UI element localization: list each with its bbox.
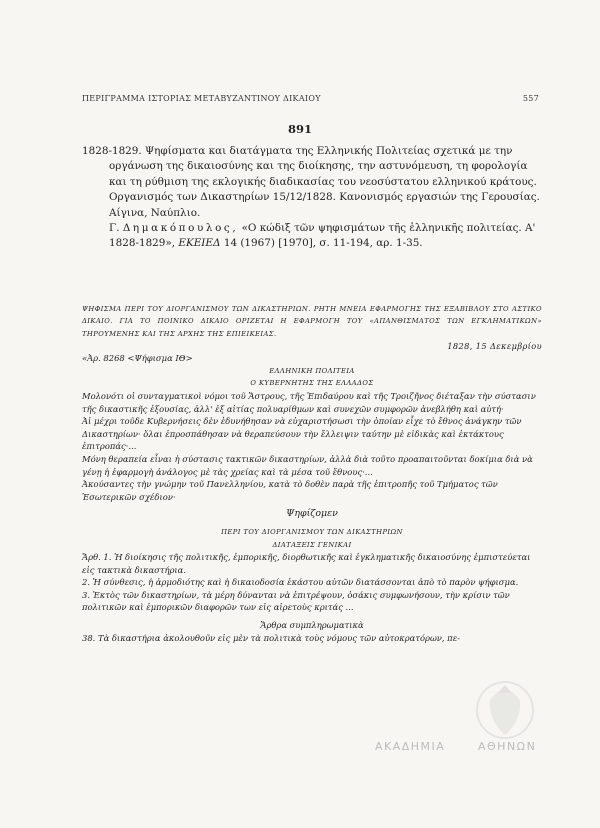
citation-author-initial: Γ. xyxy=(109,222,120,235)
section-subtitle: ΔΙΑΤΑΞΕΙΣ ΓΕΝΙΚΑΙ xyxy=(272,540,352,549)
document-reference: «Ἀρ. 8268 <Ψήφισμα ΙΘ> xyxy=(82,353,193,364)
entry-number: 891 xyxy=(287,122,312,136)
running-header-title: ΠΕΡΙΓΡΑΜΜΑ ΙΣΤΟΡΙΑΣ ΜΕΤΑΒΥΖΑΝΤΙΝΟΥ ΔΙΚΑΙΟΥ xyxy=(82,94,321,103)
watermark-left-text: ΑΚΑΔΗΜΙΑ xyxy=(375,740,446,753)
entry-description: 1828-1829. Ψηφίσματα και διατάγματα της Ελληνικής Πολιτείας σχετικά με την οργάνωση της δικαιοσύνης και της διοίκησης, την αστυνόμευση, τη φορολογία και τη ρύθμιση της εκλογικής διαδικασίας του νεοσύστατου ελληνικού κράτους. Οργανισμός των Δικαστηρίων 15/12/1828. Κανονισμός εργασιών της Γερουσίας. Αίγινα, Ναύπλιο. xyxy=(82,145,540,219)
preamble-3: Μόνη θεραπεία εἶναι ἡ σύστασις τακτικῶν δικαστηρίων, ἀλλὰ διὰ τοῦτο προαπαιτοῦνται δοκίμια διὰ νὰ γένῃ ἡ ἐφαρμογὴ ἀνάλογος μὲ τὰς χρείας καὶ τὰ μέσα τοῦ ἔθνους·... xyxy=(82,453,533,477)
article-38: 38. Τὰ δικαστήρια ἀκολουθοῦν εἰς μὲν τὰ πολιτικὰ τοὺς νόμους τῶν αὐτοκρατόρων, πε- xyxy=(82,632,461,643)
document-state: ΕΛΛΗΝΙΚΗ ΠΟΛΙΤΕΙΑ xyxy=(269,366,355,375)
article-1: Ἄρθ. 1. Ἡ διοίκησις τῆς πολιτικῆς, ἐμπορικῆς, διορθωτικῆς καὶ ἐγκληματικῆς δικαιοσύνης ἐμπιστεύεται εἰς τακτικὰ δικαστήρια. xyxy=(82,552,531,575)
document-excerpt xyxy=(82,303,542,644)
citation-journal: ΕΚΕΙΕΔ xyxy=(178,237,221,250)
citation-title: «Ο κώδιξ τῶν ψηφισμάτων τῆς ἑλληνικῆς πολιτείας. Α' 1828-1829», xyxy=(109,222,536,250)
preamble-2: Ἀἱ μέχρι τοῦδε Κυβερνήσεις δὲν ἐδυνήθησαν νὰ εὐχαριστήσωσι τὴν ὁποίαν εἶχε τὸ ἔθνος ἀνάγκην τῶν Δικαστηρίων· ὅλαι ἐπροσπάθησαν νὰ θεραπεύσουν τὴν ἔλλειψιν ταύτην μὲ εἰδικὰς καὶ ἐκτάκτους ἐπιτροπάς·... xyxy=(82,416,522,452)
document-caption-block xyxy=(82,303,542,352)
citation-author: Δημακόπουλος, xyxy=(122,222,239,235)
citation-details: 14 (1967) [1970], σ. 11-194, αρ. 1-35. xyxy=(223,237,423,250)
article-2: 2. Ἡ σύνθεσις, ἡ ἁρμοδιότης καὶ ἡ δικαιοδοσία ἑκάστου αὐτῶν διατάσσονται ἀπὸ τὸ παρὸν ψήφισμα. xyxy=(82,577,519,588)
entry-block xyxy=(82,144,542,252)
page-number: 557 xyxy=(522,94,539,103)
article-3: 3. Ἐκτὸς τῶν δικαστηρίων, τὰ μέρη δύνανται νὰ ἐπιτρέψουν, ὁσάκις συμφωνήσουν, τὴν κρίσιν τῶν πολιτικῶν καὶ ἐμπορικῶν διαφορῶν των εἰς αἱρετοὺς κριτάς ... xyxy=(82,589,510,613)
entry-citation xyxy=(82,221,542,252)
document-date: 1828, 15 Δεκεμβρίου xyxy=(447,340,542,351)
supplementary-title: Ἄρθρα συμπληρωματικὰ xyxy=(260,620,364,631)
document-governor: Ο ΚΥΒΕΡΝΗΤΗΣ ΤΗΣ ΕΛΛΑΔΟΣ xyxy=(250,379,374,388)
running-header xyxy=(82,94,539,103)
academy-seal-watermark xyxy=(410,665,570,775)
document-caption: ΨΗΦΙΣΜΑ ΠΕΡΙ ΤΟΥ ΔΙΟΡΓΑΝΙΣΜΟΥ ΤΩΝ ΔΙΚΑΣΤΗΡΙΩΝ. ΡΗΤΗ ΜΝΕΙΑ ΕΦΑΡΜΟΓΗΣ ΤΗΣ ΕΞΑΒΙΒΛΟΥ ΣΤΟ ΑΣΤΙΚΟ ΔΙΚΑΙΟ. ΓΙΑ ΤΟ ΠΟΙΝΙΚΟ ΔΙΚΑΙΟ ΟΡΙΖΕΤΑΙ Η ΕΦΑΡΜΟΓΗ ΤΟΥ «ΑΠΑΝΘΙΣΜΑΤΟΣ ΤΩΝ ΕΓΚΛΗΜΑΤΙΚΩΝ» ΤΗΡΟΥΜΕΝΗΣ ΚΑΙ ΤΗΣ ΑΡΧΗΣ ΤΗΣ ΕΠΙΕΙΚΕΙΑΣ. xyxy=(82,305,542,338)
watermark-right-text: ΑΘΗΝΩΝ xyxy=(478,740,537,753)
decree-word: Ψηφίζομεν xyxy=(286,508,338,520)
section-title: ΠΕΡΙ ΤΟΥ ΔΙΟΡΓΑΝΙΣΜΟΥ ΤΩΝ ΔΙΚΑΣΤΗΡΙΩΝ xyxy=(221,527,403,536)
preamble-1: Μολονότι οἱ συνταγματικοὶ νόμοι τοῦ Ἄστρους, τῆς Ἐπιδαύρου καὶ τῆς Τροιζῆνος διέταξαν τὴν σύστασιν τῆς δικαστικῆς ἐξουσίας, ἀλλ' ἐξ αἰτίας πολυαρίθμων καὶ συνεχῶν συμφορῶν ἀνεβλήθη καὶ αὐτή· xyxy=(82,390,536,414)
preamble-4: Ἀκούσαντες τὴν γνώμην τοῦ Πανελληνίου, κατὰ τὸ δοθὲν παρὰ τῆς ἐπιτροπῆς τοῦ Τμήματος τῶν Ἐσωτερικῶν σχέδιον· xyxy=(82,479,498,502)
